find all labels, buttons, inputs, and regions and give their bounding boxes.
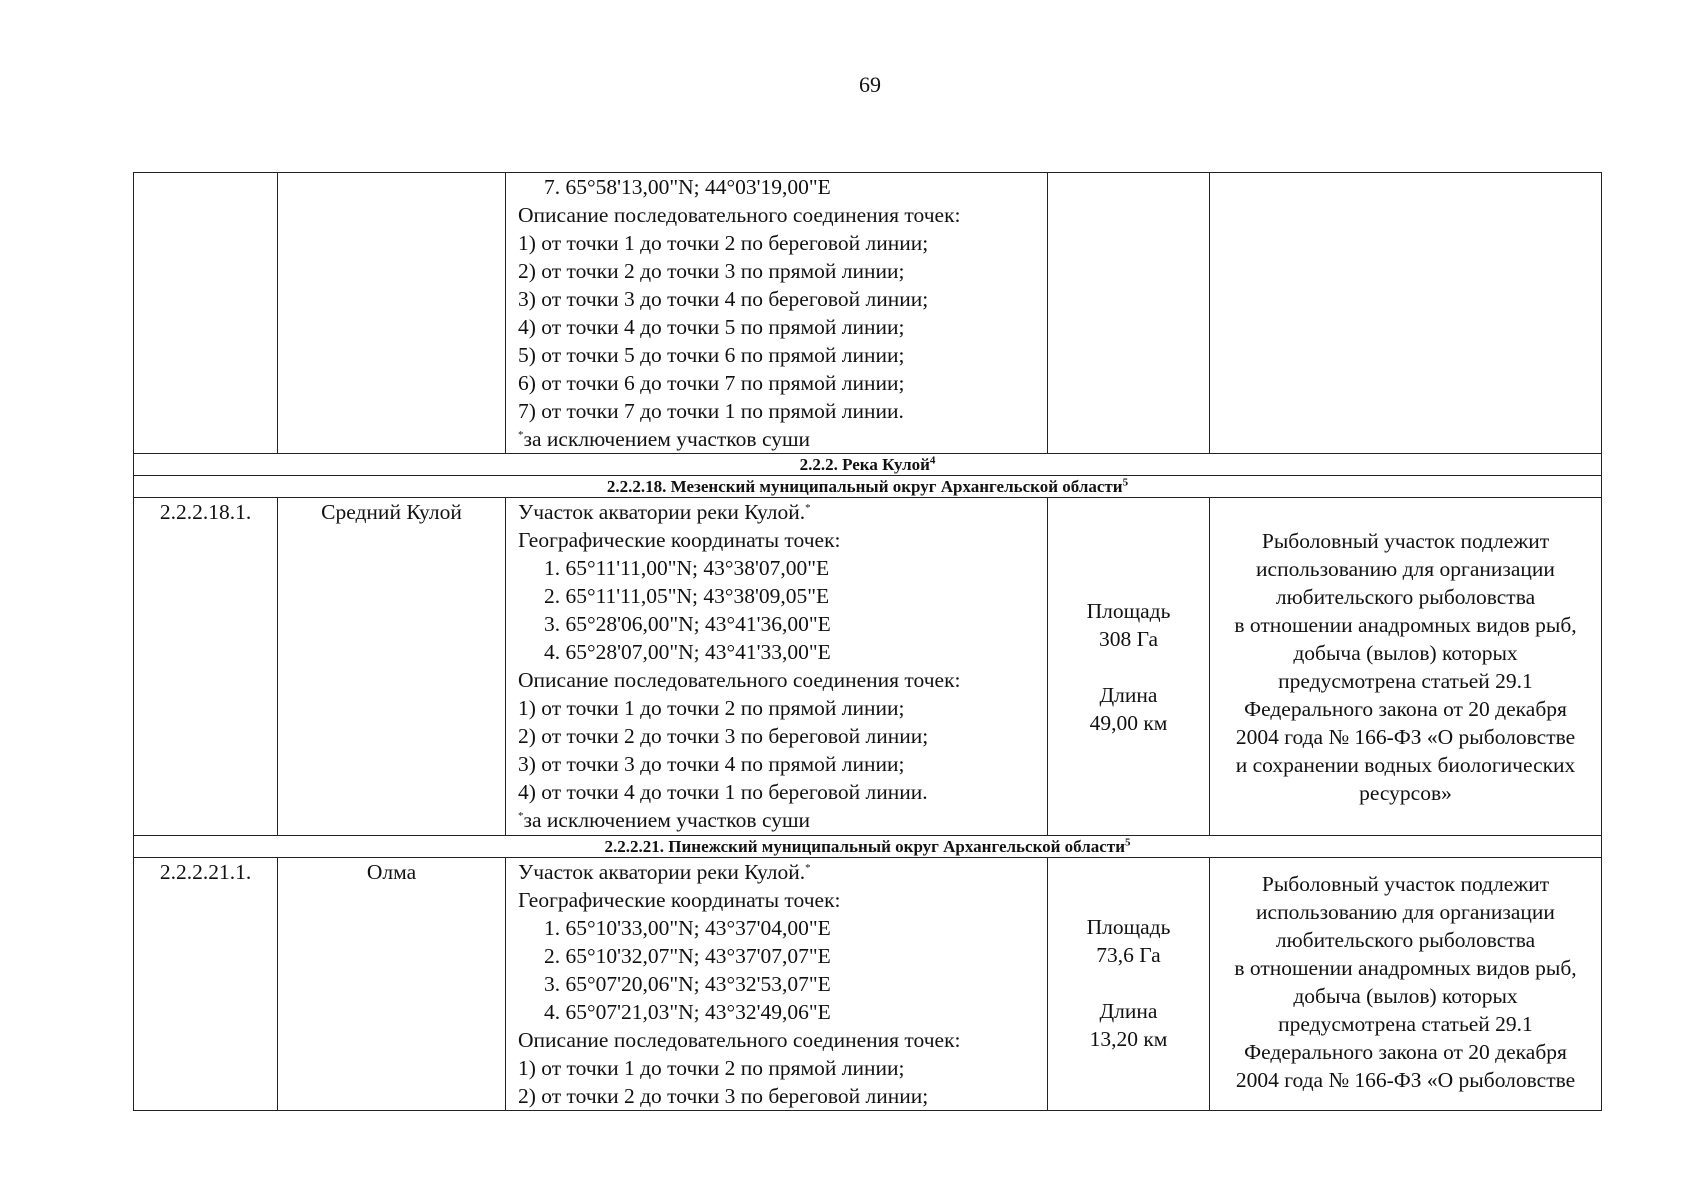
connection-line: 3) от точки 3 до точки 4 по прямой линии; [518, 752, 905, 776]
note-line: любительского рыболовства [1275, 584, 1536, 609]
note-line: использованию для организации [1256, 556, 1555, 581]
footnote-ref: 5 [1124, 836, 1131, 849]
note-line: предусмотрена статьей 29.1 [1278, 668, 1533, 693]
connection-line: 2) от точки 2 до точки 3 по прямой линии; [518, 259, 905, 283]
note-cell [1210, 498, 1602, 836]
intro-text: Участок акватории реки Кулой. [518, 860, 806, 884]
connection-line: 2) от точки 2 до точки 3 по береговой линии; [518, 1084, 929, 1108]
area-label: Площадь [1086, 915, 1171, 939]
continuation-note-cell [1210, 173, 1602, 454]
continuation-row [134, 173, 1602, 454]
note-line: использованию для организации [1256, 900, 1555, 924]
row-number: 2.2.2.18.1. [134, 498, 278, 836]
area-name: Олма [278, 858, 506, 1111]
length-label: Длина [1099, 999, 1158, 1023]
area-size-cell [1048, 858, 1210, 1111]
note-line: в отношении анадромных видов рыб, [1234, 956, 1577, 980]
connection-title: Описание последовательного соединения точек: [518, 203, 961, 227]
note-line: в отношении анадромных видов рыб, [1234, 612, 1577, 637]
connection-line: 1) от точки 1 до точки 2 по береговой линии; [518, 231, 929, 255]
continuation-num-cell [134, 173, 278, 454]
connection-title: Описание последовательного соединения точек: [518, 1028, 961, 1052]
section-header-cell [134, 476, 1602, 498]
section-title: 2.2.2.18. Мезенский муниципальный округ Архангельской области [606, 477, 1123, 496]
connection-line: 5) от точки 5 до точки 6 по прямой линии; [518, 343, 905, 367]
length-label: Длина [1099, 682, 1158, 707]
note-line: Федерального закона от 20 декабря [1244, 1040, 1567, 1064]
note-cell [1210, 858, 1602, 1111]
note-line: Рыболовный участок подлежит [1261, 528, 1550, 553]
connection-line: 4) от точки 4 до точки 5 по прямой линии; [518, 315, 905, 339]
connection-line: 1) от точки 1 до точки 2 по прямой линии; [518, 1056, 905, 1080]
footnote-line: *за исключением участков суши [518, 808, 811, 832]
section-header-cell [134, 454, 1602, 476]
coordinate-line: 1. 65°11'11,00"N; 43°38'07,00"E [544, 556, 830, 580]
note-line: 2004 года № 166-ФЗ «О рыболовстве [1235, 724, 1576, 749]
section-title: 2.2.2.21. Пинежский муниципальный округ Архангельской области [604, 837, 1125, 856]
coordinate-line: 1. 65°10'33,00"N; 43°37'04,00"E [544, 916, 831, 940]
area-value: 308 Га [1098, 626, 1159, 651]
page-number: 69 [859, 72, 881, 97]
connection-line: 2) от точки 2 до точки 3 по береговой линии; [518, 724, 929, 748]
table-row [134, 498, 1602, 836]
coords-title: Географические координаты точек: [518, 888, 841, 912]
note-line: и сохранении водных биологических [1235, 752, 1576, 777]
connection-line: 7) от точки 7 до точки 1 по прямой линии. [518, 399, 904, 423]
footnote-ref: 4 [929, 454, 936, 467]
note-line: 2004 года № 166-ФЗ «О рыболовстве [1235, 1068, 1576, 1092]
section-header-pinega [134, 836, 1602, 858]
footnote-ref: 5 [1122, 476, 1129, 489]
footnote-text: за исключением участков суши [523, 808, 811, 832]
coordinate-line: 7. 65°58'13,00"N; 44°03'19,00"E [544, 175, 831, 199]
footnote-line: *за исключением участков суши [518, 427, 811, 451]
connection-title: Описание последовательного соединения точек: [518, 668, 961, 692]
section-header-river [134, 454, 1602, 476]
coordinate-line: 4. 65°07'21,03"N; 43°32'49,06"E [544, 1000, 831, 1024]
area-description [506, 498, 1048, 836]
intro-text: Участок акватории реки Кулой. [518, 500, 806, 524]
coords-title: Географические координаты точек: [518, 528, 841, 552]
section-header-mezen [134, 476, 1602, 498]
area-name: Средний Кулой [278, 498, 506, 836]
note-line: добыча (вылов) которых [1293, 640, 1518, 665]
connection-line: 3) от точки 3 до точки 4 по береговой линии; [518, 287, 929, 311]
intro-line: Участок акватории реки Кулой.* [518, 860, 811, 884]
row-number: 2.2.2.21.1. [134, 858, 278, 1111]
note-line: ресурсов» [1359, 780, 1452, 805]
table-row [134, 858, 1602, 1111]
coordinate-line: 2. 65°10'32,07"N; 43°37'07,07"E [544, 944, 831, 968]
continuation-area-cell [1048, 173, 1210, 454]
coordinate-line: 3. 65°28'06,00"N; 43°41'36,00"E [544, 612, 831, 636]
note-line: Рыболовный участок подлежит [1261, 872, 1550, 896]
connection-line: 6) от точки 6 до точки 7 по прямой линии; [518, 371, 905, 395]
footnote-text: за исключением участков суши [523, 427, 811, 451]
connection-line: 4) от точки 4 до точки 1 по береговой линии. [518, 780, 928, 804]
section-header-cell [134, 836, 1602, 858]
length-value: 49,00 км [1089, 710, 1168, 735]
area-description [506, 858, 1048, 1111]
coordinate-line: 3. 65°07'20,06"N; 43°32'53,07"E [544, 972, 831, 996]
intro-line: Участок акватории реки Кулой.* [518, 500, 811, 524]
length-value: 13,20 км [1089, 1027, 1168, 1051]
coordinate-line: 2. 65°11'11,05"N; 43°38'09,05"E [544, 584, 830, 608]
note-line: предусмотрена статьей 29.1 [1278, 1012, 1533, 1036]
continuation-description-cell [506, 173, 1048, 454]
connection-line: 1) от точки 1 до точки 2 по прямой линии; [518, 696, 905, 720]
fishing-areas-table [133, 172, 1602, 1111]
note-line: добыча (вылов) которых [1293, 984, 1518, 1008]
area-label: Площадь [1086, 598, 1171, 623]
area-size-cell [1048, 498, 1210, 836]
area-value: 73,6 Га [1096, 943, 1161, 967]
section-title: 2.2.2. Река Кулой [799, 455, 930, 474]
coordinate-line: 4. 65°28'07,00"N; 43°41'33,00"E [544, 640, 831, 664]
note-line: любительского рыболовства [1275, 928, 1536, 952]
continuation-name-cell [278, 173, 506, 454]
note-line: Федерального закона от 20 декабря [1244, 696, 1567, 721]
